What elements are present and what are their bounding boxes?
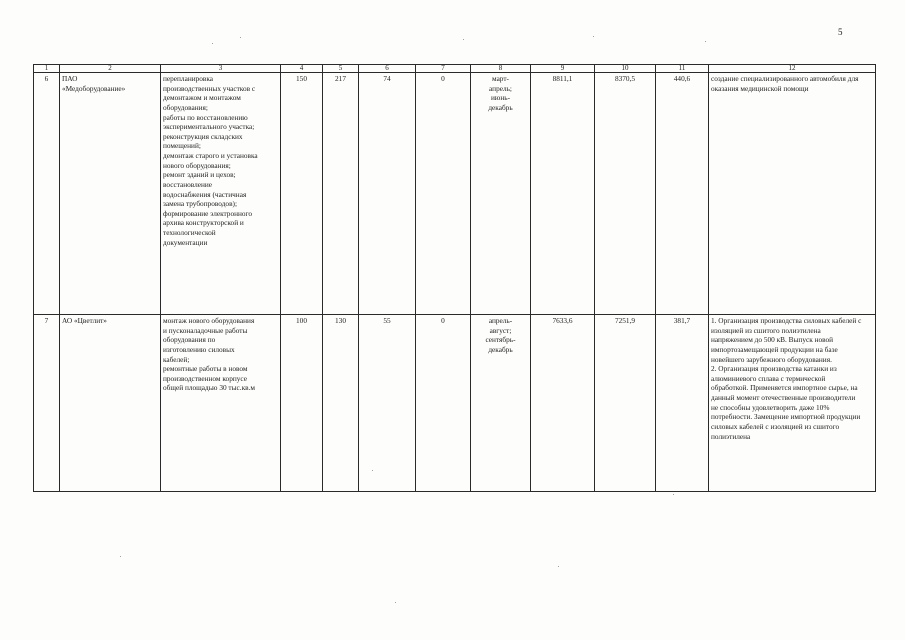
header-cell: 5 [323, 65, 359, 73]
scan-speck [395, 602, 396, 603]
row-number: 6 [34, 73, 60, 315]
value-col-6: 74 [359, 73, 416, 315]
header-cell: 3 [161, 65, 281, 73]
scan-speck [673, 494, 674, 495]
page-number: 5 [838, 27, 843, 37]
header-cell: 9 [531, 65, 595, 73]
scan-speck [593, 36, 594, 37]
header-cell: 4 [281, 65, 323, 73]
value-col-10: 7251,9 [595, 315, 656, 492]
scan-speck [240, 37, 241, 38]
value-col-4: 100 [281, 315, 323, 492]
header-cell: 6 [359, 65, 416, 73]
value-col-7: 0 [416, 315, 471, 492]
header-cell: 11 [656, 65, 709, 73]
header-cell: 1 [34, 65, 60, 73]
header-cell: 10 [595, 65, 656, 73]
organization-name: ПАО «Медоборудование» [60, 73, 161, 315]
works-description: монтаж нового оборудования и пусконаладочные работы оборудования по изготовлению силовых кабелей; ремонтные работы в новом производственном корпусе общей площадью 30 тыс.кв.м [161, 315, 281, 492]
scan-speck [558, 566, 559, 567]
value-col-11: 440,6 [656, 73, 709, 315]
value-col-10: 8370,5 [595, 73, 656, 315]
works-description: перепланировка производственных участков с демонтажом и монтажом оборудования; работы по восстановлению экспериментального участка; реконструкция складских помещений; демонтаж старого и установка нового оборудования; ремонт зданий и цехов; восстановление водоснабжения (частичная замена трубопроводов); формирование электронного архива конструкторской и технологической документации [161, 73, 281, 315]
table-row [34, 315, 876, 492]
scan-speck [372, 470, 373, 471]
value-col-6: 55 [359, 315, 416, 492]
scan-speck [120, 556, 121, 557]
table-row [34, 73, 876, 315]
header-cell: 7 [416, 65, 471, 73]
header-cell: 8 [471, 65, 531, 73]
period: март- апрель; июнь- декабрь [471, 73, 531, 315]
value-col-11: 381,7 [656, 315, 709, 492]
organization-name: АО «Цветлит» [60, 315, 161, 492]
header-row [34, 65, 876, 73]
note: создание специализированного автомобиля для оказания медицинской помощи [709, 73, 876, 315]
value-col-5: 130 [323, 315, 359, 492]
period: апрель- август; сентябрь- декабрь [471, 315, 531, 492]
value-col-4: 150 [281, 73, 323, 315]
value-col-7: 0 [416, 73, 471, 315]
note: 1. Организация производства силовых кабелей с изоляцией из сшитого полиэтилена напряжением до 500 кВ. Выпуск новой импортозамещающей продукции на базе новейшего зарубежного оборудования. 2. Организация производства катанки из алюминиевого сплава с термической обработкой. Применяется импортное сырье, на данный момент отечественные производители не способны удовлетворить даже 10% потребности. Замещение импортной продукции силовых кабелей с изоляцией из сшитого полиэтилена [709, 315, 876, 492]
value-col-5: 217 [323, 73, 359, 315]
value-col-9: 8811,1 [531, 73, 595, 315]
data-table [33, 64, 876, 492]
header-cell: 2 [60, 65, 161, 73]
scan-speck [705, 41, 706, 42]
scan-speck [463, 39, 464, 40]
row-number: 7 [34, 315, 60, 492]
scan-speck [212, 43, 213, 44]
value-col-9: 7633,6 [531, 315, 595, 492]
header-cell: 12 [709, 65, 876, 73]
